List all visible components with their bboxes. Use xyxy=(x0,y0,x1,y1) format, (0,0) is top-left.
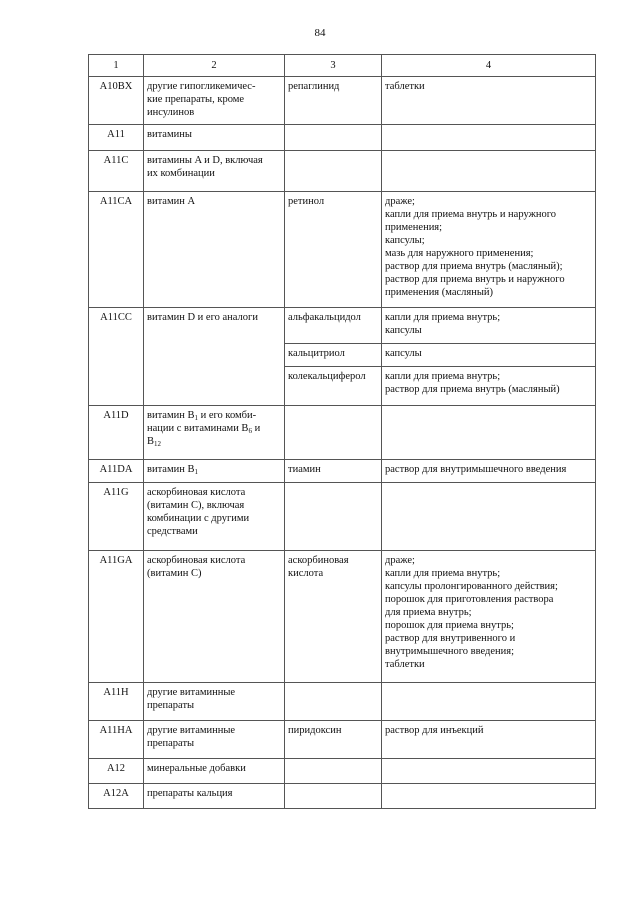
dosage-forms xyxy=(382,151,596,192)
table-row xyxy=(89,784,596,809)
substance-name xyxy=(285,406,382,460)
table-row xyxy=(89,151,596,192)
group-name: витамин A xyxy=(144,192,285,308)
atc-code: A11HA xyxy=(89,721,144,759)
substance-name: колекальциферол xyxy=(285,367,382,406)
atc-code: A11GA xyxy=(89,551,144,683)
atc-code: A10BX xyxy=(89,77,144,125)
dosage-forms xyxy=(382,759,596,784)
atc-code: A11H xyxy=(89,683,144,721)
atc-code: A12 xyxy=(89,759,144,784)
table-row xyxy=(89,460,596,483)
dosage-forms: драже; капли для приема внутрь и наружного применения; капсулы; мазь для наружного применения; раствор для приема внутрь (масляный); раствор для приема внутрь и наружного применения (масляный) xyxy=(382,192,596,308)
atc-code: A11CC xyxy=(89,308,144,406)
substance-name xyxy=(285,759,382,784)
group-name: другие витаминные препараты xyxy=(144,683,285,721)
substance-name: кальцитриол xyxy=(285,344,382,367)
table-row xyxy=(89,77,596,125)
atc-code: A12A xyxy=(89,784,144,809)
substance-name: тиамин xyxy=(285,460,382,483)
dosage-forms xyxy=(382,683,596,721)
dosage-forms: раствор для внутримышечного введения xyxy=(382,460,596,483)
table-row xyxy=(89,683,596,721)
table-header-row xyxy=(89,55,596,77)
substance-name: альфакальцидол xyxy=(285,308,382,344)
dosage-forms: капли для приема внутрь; раствор для приема внутрь (масляный) xyxy=(382,367,596,406)
table-row xyxy=(89,308,596,344)
table-row xyxy=(89,483,596,551)
dosage-forms xyxy=(382,406,596,460)
column-header: 3 xyxy=(285,55,382,77)
column-header: 4 xyxy=(382,55,596,77)
group-name: минеральные добавки xyxy=(144,759,285,784)
atc-code: A11D xyxy=(89,406,144,460)
substance-name xyxy=(285,683,382,721)
group-name: витамины A и D, включая их комбинации xyxy=(144,151,285,192)
drug-table xyxy=(88,54,596,809)
table-row xyxy=(89,125,596,151)
atc-code: A11C xyxy=(89,151,144,192)
table-row xyxy=(89,721,596,759)
dosage-forms: капсулы xyxy=(382,344,596,367)
substance-name: аскорбиновая кислота xyxy=(285,551,382,683)
dosage-forms xyxy=(382,125,596,151)
group-name: витамин $B_1$ xyxy=(144,460,285,483)
group-name: препараты кальция xyxy=(144,784,285,809)
table-row xyxy=(89,192,596,308)
substance-name xyxy=(285,483,382,551)
dosage-forms: капли для приема внутрь; капсулы xyxy=(382,308,596,344)
substance-name: ретинол xyxy=(285,192,382,308)
table-row xyxy=(89,551,596,683)
atc-code: A11CA xyxy=(89,192,144,308)
group-name: аскорбиновая кислота (витамин C) xyxy=(144,551,285,683)
column-header: 1 xyxy=(89,55,144,77)
group-name: аскорбиновая кислота (витамин C), включая комбинации с другими средствами xyxy=(144,483,285,551)
atc-code: A11 xyxy=(89,125,144,151)
page-number: 84 xyxy=(314,27,326,39)
column-header: 2 xyxy=(144,55,285,77)
atc-code: A11G xyxy=(89,483,144,551)
substance-name xyxy=(285,125,382,151)
dosage-forms: раствор для инъекций xyxy=(382,721,596,759)
atc-code: A11DA xyxy=(89,460,144,483)
group-name: другие витаминные препараты xyxy=(144,721,285,759)
group-name: витамин $B_1$ и его комби- нации с витаминами $B_6$ и $B_{12}$ xyxy=(144,406,285,460)
substance-name xyxy=(285,151,382,192)
group-name: другие гипогликемичес- кие препараты, кроме инсулинов xyxy=(144,77,285,125)
dosage-forms xyxy=(382,784,596,809)
dosage-forms: драже; капли для приема внутрь; капсулы пролонгированного действия; порошок для приготовления раствора для приема внутрь; порошок для приема внутрь; раствор для внутривенного и внутримышечного введения; таблетки xyxy=(382,551,596,683)
table-row xyxy=(89,406,596,460)
substance-name: репаглинид xyxy=(285,77,382,125)
dosage-forms: таблетки xyxy=(382,77,596,125)
dosage-forms xyxy=(382,483,596,551)
substance-name xyxy=(285,784,382,809)
substance-name: пиридоксин xyxy=(285,721,382,759)
table-row xyxy=(89,759,596,784)
group-name: витамины xyxy=(144,125,285,151)
group-name: витамин D и его аналоги xyxy=(144,308,285,406)
